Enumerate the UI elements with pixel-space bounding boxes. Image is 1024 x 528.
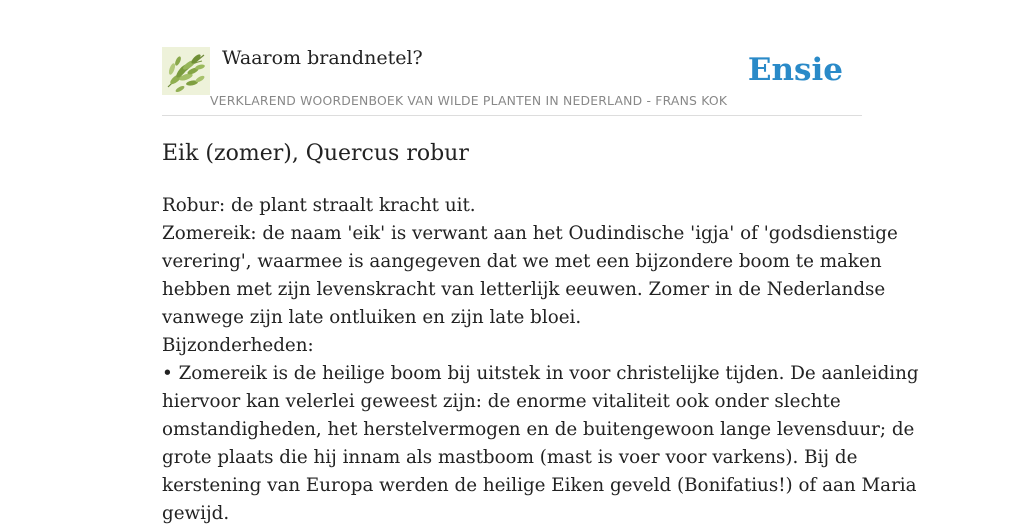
dictionary-subtitle-link[interactable]: VERKLAREND WOORDENBOEK VAN WILDE PLANTEN IN NEDERLAND - FRANS KOK bbox=[210, 93, 728, 108]
entry-line: vanwege zijn late ontluiken en zijn late bloei. bbox=[162, 307, 582, 328]
entry-body bbox=[162, 192, 919, 528]
entry-line: verering', waarmee is aangegeven dat we met een bijzondere boom te maken bbox=[162, 251, 882, 272]
entry-line: hiervoor kan velerlei geweest zijn: de enorme vitaliteit ook onder slechte bbox=[162, 391, 841, 412]
entry-line: kerstening van Europa werden de heilige Eiken geveld (Bonifatius!) of aan Maria bbox=[162, 475, 917, 496]
entry-line: Zomereik: de naam 'eik' is verwant aan het Oudindische 'igja' of 'godsdienstige bbox=[162, 223, 898, 244]
dictionary-title-link[interactable]: Waarom brandnetel? bbox=[222, 47, 423, 69]
avatar-illustration bbox=[162, 47, 210, 95]
ensie-logo-link[interactable]: Ensie bbox=[747, 52, 843, 88]
page bbox=[162, 0, 919, 524]
entry-line: Robur: de plant straalt kracht uit. bbox=[162, 195, 476, 216]
entry-line: omstandigheden, het herstelvermogen en de buitengewoon lange levensduur; de bbox=[162, 419, 915, 440]
entry-line: Bijzonderheden: bbox=[162, 335, 314, 356]
plant-leaves-icon bbox=[162, 47, 210, 95]
entry-line: gewijd. bbox=[162, 503, 230, 524]
entry-line: hebben met zijn levenskracht van letterlijk eeuwen. Zomer in de Nederlandse bbox=[162, 279, 886, 300]
header-divider bbox=[162, 115, 862, 116]
entry-title: Eik (zomer), Quercus robur bbox=[162, 141, 469, 166]
entry-line: grote plaats die hij innam als mastboom (mast is voer voor varkens). Bij de bbox=[162, 447, 858, 468]
entry-line: • Zomereik is de heilige boom bij uitstek in voor christelijke tijden. De aanleiding bbox=[162, 363, 919, 384]
